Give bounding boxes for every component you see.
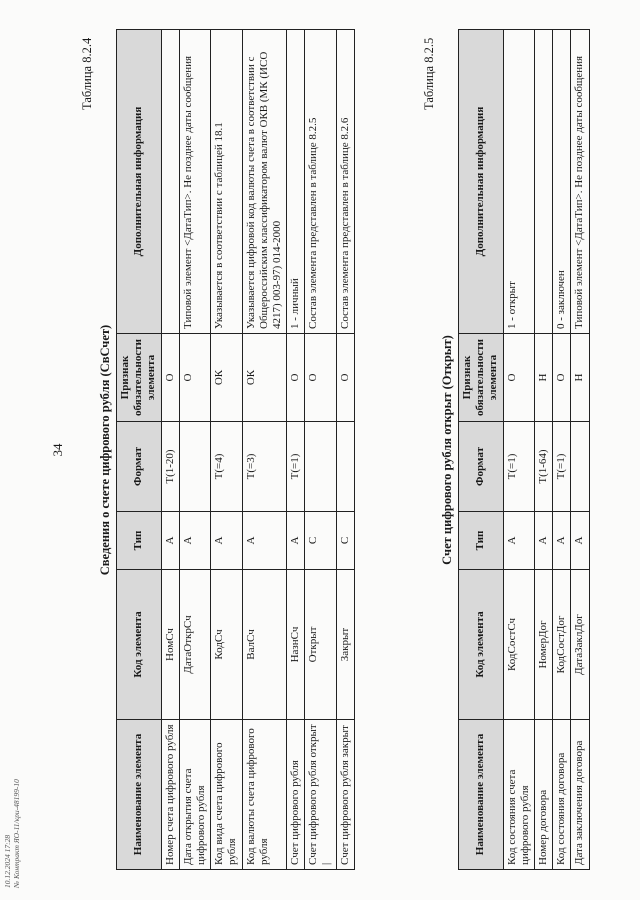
page-number: 34 (50, 443, 65, 457)
document-stamp (3, 779, 83, 888)
cell-name: Номер договора (534, 720, 552, 870)
cell-format (305, 422, 336, 512)
cell-type: А (161, 512, 179, 570)
cell-required: О (179, 334, 210, 422)
cell-type: А (242, 512, 287, 570)
cell-info: Указывается цифровой код валюты счета в соответствии с Общероссийским классификатором валют ОКВ (МК (ИСО 4217) 003-97) 014-2000 (242, 30, 287, 334)
cell-name: Код состояния счета цифрового рубля (503, 720, 534, 870)
table-row (305, 30, 336, 870)
cell-code: Закрыт (336, 570, 354, 720)
cell-info (161, 30, 179, 334)
cell-name: Дата открытия счета цифрового рубля (179, 720, 210, 870)
cell-info: 1 - открыт (503, 30, 534, 334)
cell-format: Т(=1) (287, 422, 305, 512)
cell-info: Типовой элемент <ДатаТип>. Не позднее даты сообщения (571, 30, 589, 334)
cell-required: О (336, 334, 354, 422)
stamp-date: 10.12.2024 17:28 (3, 834, 12, 888)
stamp-ref: № Контракт ЯО-11/кри-48199-10 (12, 779, 22, 888)
cell-required: Н (534, 334, 552, 422)
cell-name: Код вида счета цифрового рубля (211, 720, 242, 870)
cell-info: 1 - личный (287, 30, 305, 334)
cell-format: Т(=3) (242, 422, 287, 512)
cell-type: А (287, 512, 305, 570)
cell-info: 0 - заключен (553, 30, 571, 334)
cell-required: О (553, 334, 571, 422)
cell-type: С (336, 512, 354, 570)
table1-caption: Таблица 8.2.4 (80, 37, 94, 110)
table2-header: Формат (459, 422, 504, 512)
table1-header: Наименование элемента (117, 720, 162, 870)
table-row (503, 30, 534, 870)
cell-code: ДатаЗаклДог (571, 570, 589, 720)
table2-title: Счет цифрового рубля открыт (Открыт) (440, 335, 454, 565)
cell-format (571, 422, 589, 512)
cell-required: Н (571, 334, 589, 422)
cell-required: ОК (242, 334, 287, 422)
cell-type: А (211, 512, 242, 570)
table1 (116, 29, 355, 870)
table1-header: Признак обязательности элемента (117, 334, 162, 422)
table2-header: Тип (459, 512, 504, 570)
table2-header-row (459, 30, 504, 870)
cell-code: ДатаОткрСч (179, 570, 210, 720)
table1-title: Сведения о счете цифрового рубля (СвСчет) (98, 324, 112, 576)
cell-type: С (305, 512, 336, 570)
table-row (161, 30, 179, 870)
table-row (242, 30, 287, 870)
table-row (179, 30, 210, 870)
cell-type: А (179, 512, 210, 570)
table1-header: Формат (117, 422, 162, 512)
cell-info: Указывается в соответствии с таблицей 18.1 (211, 30, 242, 334)
cell-info: Состав элемента представлен в таблице 8.2.6 (336, 30, 354, 334)
table1-header: Дополнительная информация (117, 30, 162, 334)
cell-code: Открыт (305, 570, 336, 720)
cell-type: А (534, 512, 552, 570)
cell-required: ОК (211, 334, 242, 422)
cell-required: О (503, 334, 534, 422)
cell-code: КодСч (211, 570, 242, 720)
table1-header-row (117, 30, 162, 870)
cell-name: Код состояния договора (553, 720, 571, 870)
table2-header: Код элемента (459, 570, 504, 720)
table-row (336, 30, 354, 870)
cell-type: А (571, 512, 589, 570)
table-row (287, 30, 305, 870)
cell-code: НазнСч (287, 570, 305, 720)
cell-type: А (503, 512, 534, 570)
cell-format: Т(=1) (503, 422, 534, 512)
cell-name: Счет цифрового рубля открыт | (305, 720, 336, 870)
cell-required: О (287, 334, 305, 422)
cell-format: Т(1-20) (161, 422, 179, 512)
stamp-text (3, 758, 22, 888)
table-row (211, 30, 242, 870)
cell-required: О (161, 334, 179, 422)
cell-type: А (553, 512, 571, 570)
table1-header: Тип (117, 512, 162, 570)
cell-name: Код валюты счета цифрового рубля (242, 720, 287, 870)
cell-format: Т(=4) (211, 422, 242, 512)
rotated-content (40, 30, 600, 870)
cell-name: Номер счета цифрового рубля (161, 720, 179, 870)
table1-header: Код элемента (117, 570, 162, 720)
cell-info: Состав элемента представлен в таблице 8.2.5 (305, 30, 336, 334)
table2-caption: Таблица 8.2.5 (422, 37, 436, 110)
table2-header: Наименование элемента (459, 720, 504, 870)
cell-format: Т(1-64) (534, 422, 552, 512)
cell-code: НомСч (161, 570, 179, 720)
cell-code: КодСостСч (503, 570, 534, 720)
cell-info: Типовой элемент <ДатаТип>. Не позднее даты сообщения (179, 30, 210, 334)
cell-name: Счет цифрового рубля закрыт (336, 720, 354, 870)
cell-format (179, 422, 210, 512)
table-row (534, 30, 552, 870)
cell-format (336, 422, 354, 512)
table-row (571, 30, 589, 870)
cell-info (534, 30, 552, 334)
cell-name: Дата заключения договора (571, 720, 589, 870)
cell-format: Т(=1) (553, 422, 571, 512)
table2-header: Признак обязательности элемента (459, 334, 504, 422)
table2-header: Дополнительная информация (459, 30, 504, 334)
table2 (458, 29, 590, 870)
cell-code: НомерДог (534, 570, 552, 720)
table-row (553, 30, 571, 870)
cell-name: Счет цифрового рубля (287, 720, 305, 870)
cell-code: КодСостДог (553, 570, 571, 720)
cell-required: О (305, 334, 336, 422)
cell-code: ВалСч (242, 570, 287, 720)
